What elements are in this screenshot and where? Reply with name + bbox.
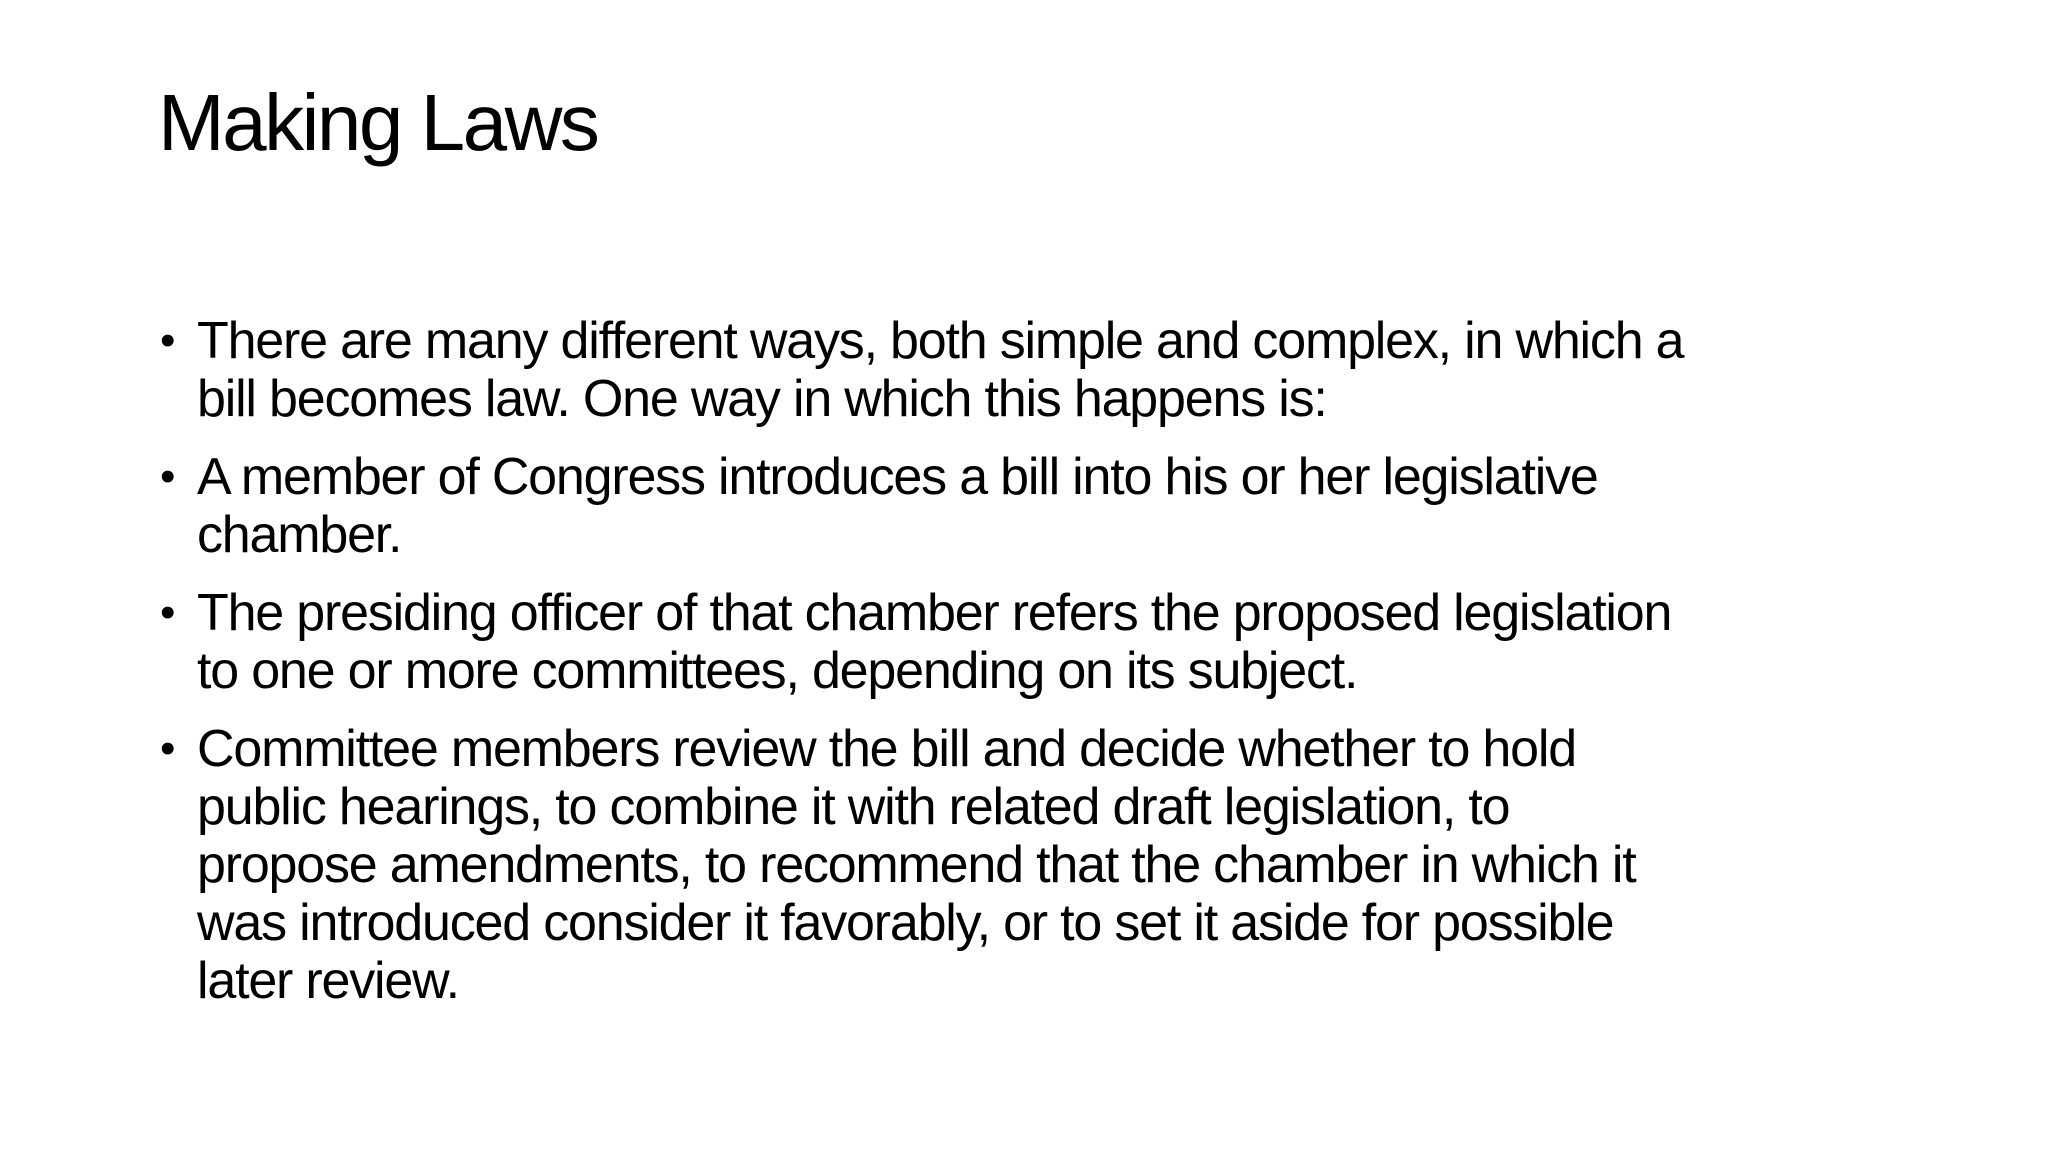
bullet-item	[160, 312, 1900, 428]
bullet-text: There are many different ways, both simple and complex, in which a bill becomes law. One way in which this happens is:	[197, 312, 1684, 428]
bullet-list	[160, 312, 1900, 1030]
bullet-item	[160, 584, 1900, 700]
bullet-text: Committee members review the bill and decide whether to hold public hearings, to combine it with related draft legislation, to propose amendments, to recommend that the chamber in which it was introduced consider it favorably, or to set it aside for possible later review.	[197, 720, 1636, 1010]
bullet-item	[160, 448, 1900, 564]
bullet-item	[160, 720, 1900, 1010]
slide-title: Making Laws	[158, 78, 598, 167]
bullet-dot-icon: •	[160, 316, 175, 365]
bullet-dot-icon: •	[160, 452, 175, 501]
bullet-dot-icon: •	[160, 588, 175, 637]
bullet-dot-icon: •	[160, 724, 175, 773]
bullet-text: A member of Congress introduces a bill into his or her legislative chamber.	[197, 448, 1598, 564]
bullet-text: The presiding officer of that chamber refers the proposed legislation to one or more committees, depending on its subject.	[197, 584, 1672, 700]
